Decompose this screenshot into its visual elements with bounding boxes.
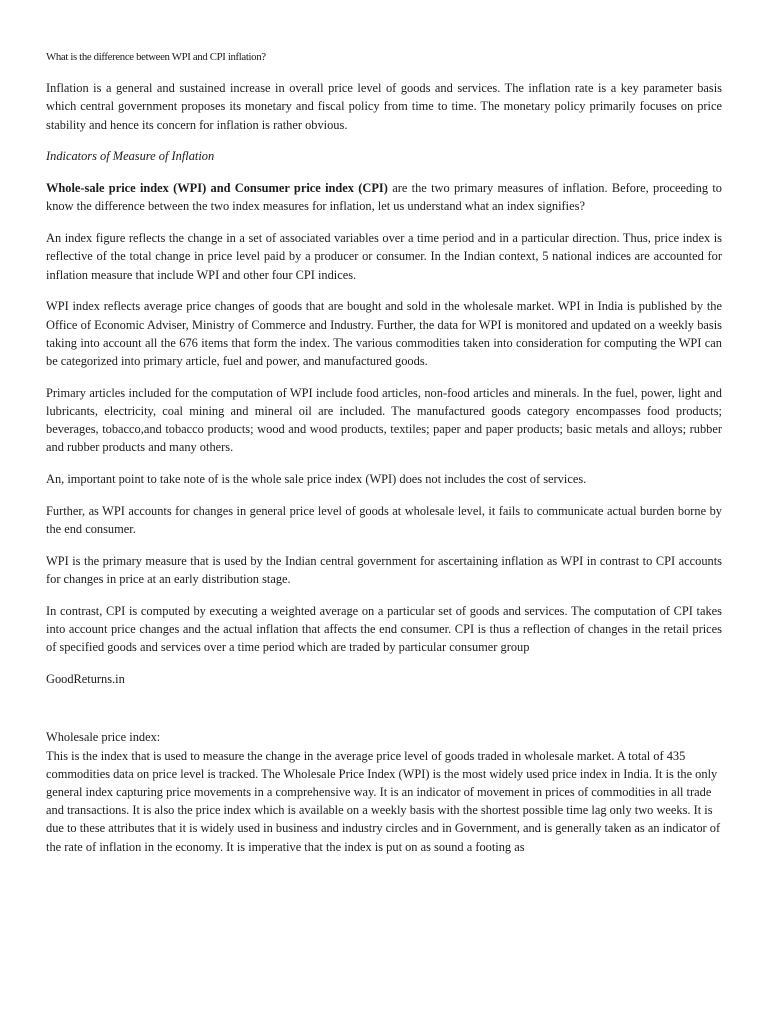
wpi-label: Wholesale price index: <box>46 730 161 745</box>
paragraph-cpi-computation: In contrast, CPI is computed by executing a weighted average on a particular set of goods and services. The computation of CPI takes into account price changes and the actual inflation that affects the end consumer. CPI is thus a reflection of changes in the retail prices of specified goods and services over a time period which are traded by particular consumer group <box>46 604 722 655</box>
paragraph-services-note: An, important point to take note of is the whole sale price index (WPI) does not includes the cost of services. <box>46 472 587 487</box>
source-credit: GoodReturns.in <box>46 672 125 687</box>
paragraph-primary-articles: Primary articles included for the computation of WPI include food articles, non-food articles and minerals. In the fuel, power, light and lubricants, electricity, coal mining and mineral oil are included. The manufactured goods category encompasses food products; beverages, tobacco,and tobacco products; wood and wood products, textiles; paper and paper products; basic metals and alloys; rubber and rubber products and many others. <box>46 385 722 455</box>
paragraph-wpi-index: WPI index reflects average price changes of goods that are bought and sold in the wholesale market. WPI in India is published by the Office of Economic Adviser, Ministry of Commerce and Industry. Further, the data for WPI is monitored and updated on a weekly basis taking into account all the 676 items that form the index. The various commodities taken into consideration for computing the WPI can be categorized into primary article, fuel and power, and manufactured goods. <box>46 299 722 369</box>
paragraph-primary-measure: WPI is the primary measure that is used by the Indian central government for ascertaining inflation as WPI in contrast to CPI accounts for changes in price at an early distribution stage. <box>46 554 722 587</box>
wpi-description: This is the index that is used to measure the change in the average price level of goods traded in wholesale market. A total of 435 commodities data on price level is tracked. The Wholesale Price Index (WPI) is the most widely used price index in India. It is the only general index capturing price movements in a comprehensive way. It is an indicator of movement in prices of commodities in all trade and transactions. It is also the price index which is available on a weekly basis with the shortest possible time lag only two weeks. It is due to these attributes that it is widely used in business and industry circles and in Government, and is generally taken as an indicator of the rate of inflation in the economy. It is imperative that the index is put on as sound a footing as <box>46 748 721 854</box>
question-heading: What is the difference between WPI and CPI inflation? <box>46 51 266 63</box>
section-subheading: Indicators of Measure of Inflation <box>46 149 215 164</box>
paragraph-primary-measures <box>46 179 722 215</box>
wpi-section <box>46 728 722 855</box>
paragraph-primary-measures-text: are the two primary measures of inflation. Before, proceeding to know the difference between the two index measures for inflation, let us understand what an index signifies? <box>46 181 722 214</box>
bold-term-wpi-cpi: Whole-sale price index (WPI) and Consumer price index (CPI) <box>46 181 388 196</box>
paragraph-inflation-definition: Inflation is a general and sustained increase in overall price level of goods and services. The inflation rate is a key parameter basis which central government proposes its monetary and fiscal policy from time to time. The monetary policy primarily focuses on price stability and hence its concern for inflation is rather obvious. <box>46 81 722 132</box>
paragraph-index-figure: An index figure reflects the change in a set of associated variables over a time period and in a particular direction. Thus, price index is reflective of the total change in price level paid by a producer or consumer. In the Indian context, 5 national indices are accounted for inflation measure that include WPI and other four CPI indices. <box>46 231 722 282</box>
paragraph-consumer-burden: Further, as WPI accounts for changes in general price level of goods at wholesale level, it fails to communicate actual burden borne by the end consumer. <box>46 504 722 537</box>
document-page <box>46 40 722 869</box>
